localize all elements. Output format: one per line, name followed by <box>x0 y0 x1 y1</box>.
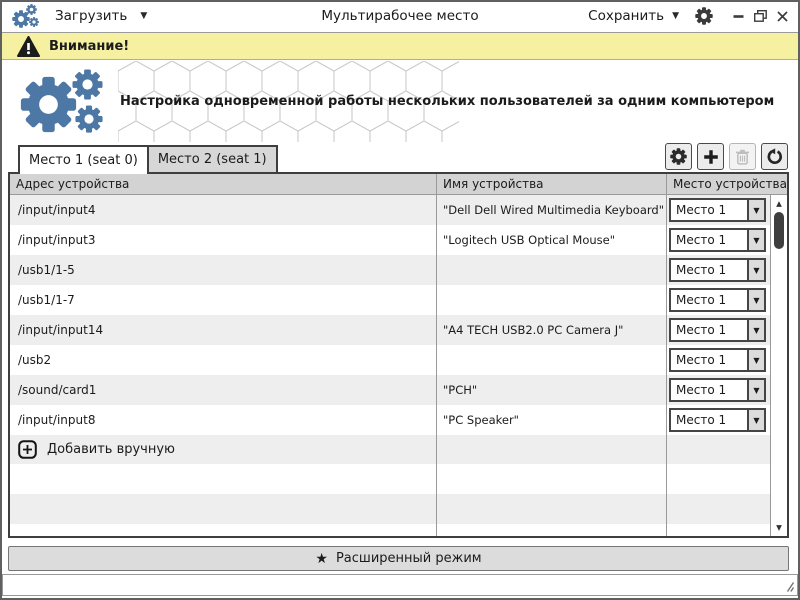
empty-row <box>10 494 770 524</box>
scroll-up-button[interactable] <box>771 196 787 211</box>
add-manual-row[interactable] <box>10 435 770 464</box>
table-row[interactable] <box>10 285 770 315</box>
gears-logo-icon <box>12 3 42 30</box>
warning-text: Внимание! <box>49 38 130 54</box>
seat-tabs <box>18 145 278 174</box>
device-address: /usb2 <box>10 345 437 375</box>
device-name <box>437 255 667 285</box>
device-name <box>437 285 667 315</box>
empty-row <box>10 464 770 494</box>
star-icon: ★ <box>315 550 328 567</box>
table-row[interactable] <box>10 345 770 375</box>
device-address: /usb1/1-7 <box>10 285 437 315</box>
device-address: /sound/card1 <box>10 375 437 405</box>
minimize-button[interactable] <box>733 11 744 22</box>
seat-select-value: Место 1 <box>676 413 727 427</box>
seat-select[interactable] <box>669 408 766 432</box>
column-header-seat: Место устройства <box>673 177 787 191</box>
status-bar <box>2 574 798 596</box>
load-dropdown-label: Загрузить <box>55 8 128 24</box>
seat-select[interactable] <box>669 198 766 222</box>
chevron-down-icon: ▼ <box>747 410 764 430</box>
chevron-down-icon: ▼ <box>747 230 764 250</box>
reset-icon <box>766 148 783 165</box>
device-address: /usb1/1-5 <box>10 255 437 285</box>
seat-select[interactable] <box>669 288 766 312</box>
column-header-address: Адрес устройства <box>10 174 437 194</box>
restore-button[interactable] <box>754 10 767 22</box>
device-name: "PCH" <box>437 375 667 405</box>
save-dropdown-label: Сохранить <box>588 8 665 24</box>
device-name: "Logitech USB Optical Mouse" <box>437 225 667 255</box>
delete-button[interactable] <box>729 143 756 170</box>
restore-icon <box>754 10 767 22</box>
load-dropdown[interactable] <box>12 3 147 30</box>
column-header-name: Имя устройства <box>437 174 667 194</box>
seat-select[interactable] <box>669 348 766 372</box>
seat-select-value: Место 1 <box>676 263 727 277</box>
device-name: "A4 TECH USB2.0 PC Camera J" <box>437 315 667 345</box>
chevron-down-icon: ▼ <box>747 320 764 340</box>
settings-gear-button[interactable] <box>695 7 713 25</box>
advanced-mode-label: Расширенный режим <box>335 551 482 566</box>
table-row[interactable] <box>10 405 770 435</box>
chevron-down-icon: ▼ <box>747 200 764 220</box>
seat-select-value: Место 1 <box>676 353 727 367</box>
plus-icon <box>703 149 719 165</box>
table-row[interactable] <box>10 375 770 405</box>
gear-icon <box>670 148 687 165</box>
add-manual-label: Добавить вручную <box>47 442 175 457</box>
table-row[interactable] <box>10 225 770 255</box>
reset-button[interactable] <box>761 143 788 170</box>
scroll-down-icon: ▼ <box>776 523 782 532</box>
app-title: Мультирабочее место <box>321 8 479 24</box>
device-name: "PC Speaker" <box>437 405 667 435</box>
seat-select-value: Место 1 <box>676 233 727 247</box>
tab-seat-0[interactable]: Место 1 (seat 0) <box>18 145 149 174</box>
title-bar <box>0 0 800 33</box>
advanced-mode-button[interactable] <box>8 546 789 571</box>
seat-select[interactable] <box>669 258 766 282</box>
seat-select[interactable] <box>669 228 766 252</box>
seat-select-value: Место 1 <box>676 293 727 307</box>
table-toolbar <box>665 143 788 170</box>
gear-icon <box>695 7 713 25</box>
table-row[interactable] <box>10 255 770 285</box>
device-name <box>437 345 667 375</box>
chevron-down-icon: ▼ <box>672 10 679 21</box>
device-table <box>8 172 789 538</box>
table-header-row <box>10 174 787 195</box>
scroll-up-icon: ▲ <box>776 199 782 208</box>
tab-seat-1[interactable]: Место 2 (seat 1) <box>149 145 278 174</box>
seat-select-value: Место 1 <box>676 203 727 217</box>
device-address: /input/input8 <box>10 405 437 435</box>
empty-row <box>10 524 770 536</box>
save-dropdown[interactable] <box>588 8 679 24</box>
seat-select[interactable] <box>669 378 766 402</box>
scrollbar-thumb[interactable] <box>774 212 784 249</box>
seat-select[interactable] <box>669 318 766 342</box>
hero-header <box>0 60 800 143</box>
resize-grip[interactable] <box>783 581 795 593</box>
chevron-down-icon: ▼ <box>140 10 148 21</box>
seat-select-value: Место 1 <box>676 383 727 397</box>
trash-icon <box>735 149 750 165</box>
vertical-scrollbar[interactable] <box>770 195 787 536</box>
page-subtitle: Настройка одновременной работы нескольких пользователей за одним компьютером <box>120 94 775 109</box>
device-name: "Dell Dell Wired Multimedia Keyboard" <box>437 195 667 225</box>
scroll-down-button[interactable] <box>771 520 787 535</box>
minimize-icon <box>733 11 744 22</box>
table-row[interactable] <box>10 195 770 225</box>
settings-button[interactable] <box>665 143 692 170</box>
chevron-down-icon: ▼ <box>747 350 764 370</box>
chevron-down-icon: ▼ <box>747 380 764 400</box>
device-address: /input/input14 <box>10 315 437 345</box>
chevron-down-icon: ▼ <box>747 290 764 310</box>
device-address: /input/input3 <box>10 225 437 255</box>
close-icon <box>777 11 788 22</box>
table-row[interactable] <box>10 315 770 345</box>
seat-select-value: Место 1 <box>676 323 727 337</box>
close-button[interactable] <box>777 11 788 22</box>
plus-square-icon <box>18 440 37 459</box>
table-body <box>10 195 770 536</box>
warning-triangle-icon <box>17 36 40 57</box>
device-address: /input/input4 <box>10 195 437 225</box>
chevron-down-icon: ▼ <box>747 260 764 280</box>
add-button[interactable] <box>697 143 724 170</box>
warning-bar[interactable] <box>0 33 800 60</box>
gears-icon <box>20 69 120 135</box>
